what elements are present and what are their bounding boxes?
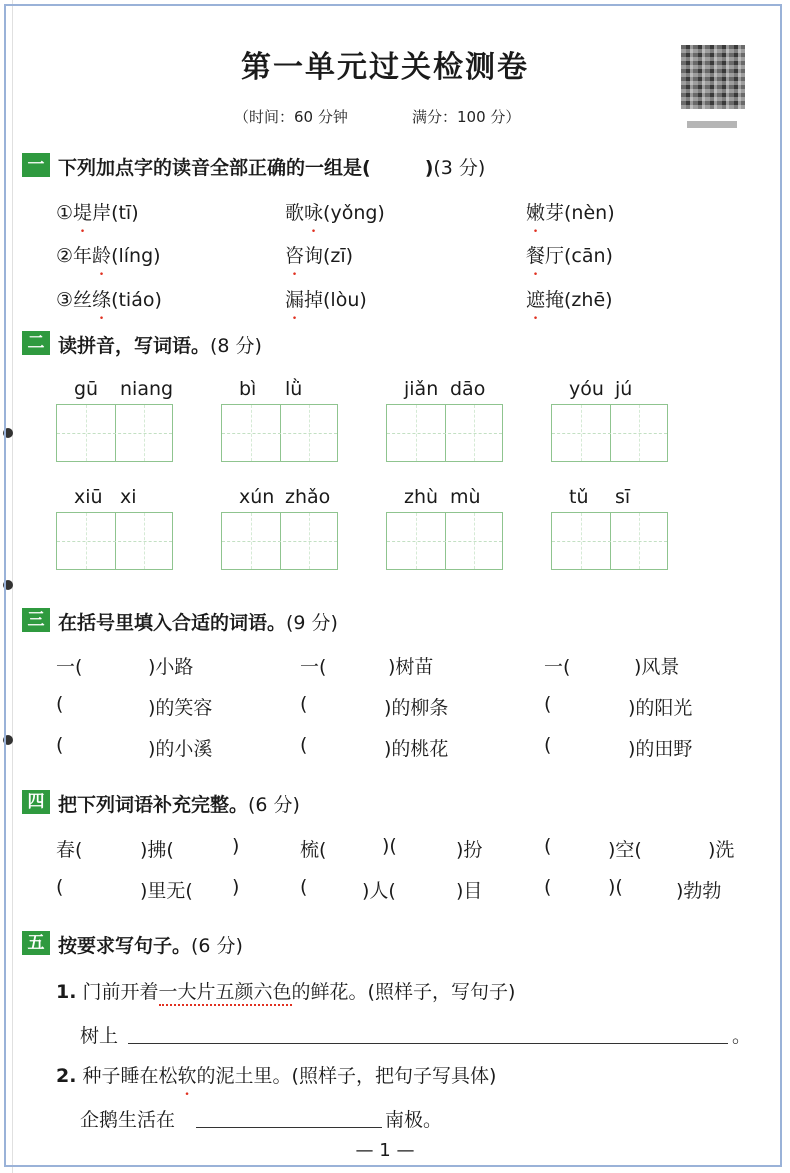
blank-close: )的田野 — [628, 738, 693, 760]
q5-item-2-answer-line[interactable] — [196, 1126, 382, 1128]
option-pinyin: (tiáo) — [111, 289, 162, 311]
option-item — [56, 241, 161, 268]
grid-guide — [387, 433, 502, 434]
blank-close: )的桃花 — [384, 738, 449, 760]
q5-item-1-text: 门前开着 — [82, 981, 159, 1003]
pinyin-syllable: xi — [120, 486, 137, 508]
option-pinyin: (yǒng) — [323, 202, 385, 224]
section-4-icon: 四 — [22, 790, 50, 814]
grid-guide — [222, 433, 337, 434]
section-3-icon: 三 — [22, 608, 50, 632]
grid-guide — [474, 405, 475, 461]
pinyin-syllable: zhù — [404, 486, 439, 508]
pinyin-syllable: yóu — [569, 378, 604, 400]
q5-item-2 — [56, 1061, 496, 1088]
fill-segment[interactable]: )洗 — [708, 839, 735, 861]
q5-item-2-answer-label: 企鹅生活在 — [80, 1109, 176, 1131]
option-dotted-char: 餐 — [526, 245, 546, 267]
blank-open[interactable]: 一( — [56, 656, 83, 678]
qr-code-icon[interactable] — [681, 45, 745, 109]
section-2-icon: 二 — [22, 331, 50, 355]
blank-open[interactable]: ( — [544, 693, 552, 715]
option-dotted-char: 咏 — [304, 202, 324, 224]
fill-segment[interactable]: ) — [232, 876, 240, 898]
option-dotted-char: 咨 — [285, 245, 305, 267]
option-item — [285, 285, 367, 312]
writing-grid[interactable] — [56, 512, 173, 570]
option-pinyin: (líng) — [111, 245, 161, 267]
section-5-icon: 五 — [22, 931, 50, 955]
fill-segment[interactable]: ( — [56, 876, 64, 898]
section-3-title — [58, 608, 338, 635]
section-4-question: 把下列词语补充完整。 — [58, 794, 249, 816]
option-text: 歌 — [285, 202, 305, 224]
blank-close: )小路 — [148, 656, 194, 678]
blank-close: )的小溪 — [148, 738, 213, 760]
section-4-title — [58, 790, 300, 817]
q5-item-1-number: 1. — [56, 981, 77, 1003]
fill-segment[interactable]: )扮 — [456, 839, 483, 861]
time-limit: （时间：60 分钟 — [234, 108, 348, 126]
writing-grid[interactable] — [221, 512, 338, 570]
writing-grid[interactable] — [56, 404, 173, 462]
pinyin-syllable: zhǎo — [285, 486, 331, 508]
q5-item-1 — [56, 977, 515, 1006]
option-item — [526, 285, 613, 312]
pinyin-syllable: mù — [450, 486, 481, 508]
section-2-score: (8 分) — [210, 335, 262, 357]
grid-guide — [86, 513, 87, 569]
option-item — [526, 241, 613, 268]
grid-guide — [144, 405, 145, 461]
blank-open[interactable]: 一( — [544, 656, 571, 678]
section-1-question: 下列加点字的读音全部正确的一组是( — [58, 157, 371, 179]
writing-grid[interactable] — [386, 512, 503, 570]
page-title: 第一单元过关检测卷 — [241, 50, 529, 85]
fill-segment[interactable]: 梳( — [300, 839, 327, 861]
grid-guide — [309, 513, 310, 569]
option-item — [285, 198, 385, 225]
option-pinyin: 岸(tī) — [92, 202, 139, 224]
pinyin-syllable: jú — [615, 378, 633, 400]
pinyin-syllable: xiū — [74, 486, 103, 508]
option-pinyin: 厅(cān) — [545, 245, 613, 267]
q5-item-1-marked: 一大片五颜六色 — [159, 977, 292, 1006]
full-score: 满分：100 分） — [412, 108, 521, 126]
option-dotted-char: 遮 — [526, 289, 546, 311]
option-pinyin: 芽(nèn) — [545, 202, 615, 224]
option-dotted-char: 绦 — [92, 289, 112, 311]
pinyin-syllable: gū — [74, 378, 99, 400]
pinyin-syllable: jiǎn — [404, 378, 439, 400]
option-dotted-char: 堤 — [73, 202, 93, 224]
grid-guide — [581, 513, 582, 569]
q5-item-2-text: 种子睡在松 — [82, 1065, 178, 1087]
option-dotted-char: 嫩 — [526, 202, 546, 224]
blank-open[interactable]: 一( — [300, 656, 327, 678]
fill-segment[interactable]: ( — [300, 876, 308, 898]
grid-guide — [639, 405, 640, 461]
grid-guide — [416, 513, 417, 569]
section-1-paren: ) — [424, 157, 434, 179]
q5-item-2-note: (照样子，把句子写具体) — [291, 1065, 497, 1087]
pinyin-syllable: niang — [120, 378, 174, 400]
fill-segment[interactable]: )目 — [456, 880, 483, 902]
grid-guide — [251, 513, 252, 569]
fill-segment[interactable]: ( — [544, 876, 552, 898]
page-number: — 1 — — [355, 1140, 415, 1161]
grid-guide — [144, 513, 145, 569]
fill-segment[interactable]: )里无( — [140, 880, 193, 902]
grid-guide — [552, 541, 667, 542]
pinyin-syllable: sī — [615, 486, 631, 508]
pinyin-syllable: lǜ — [285, 378, 303, 400]
q5-item-1-text-end: 的鲜花。 — [291, 981, 368, 1003]
option-text: ③丝 — [56, 289, 93, 311]
section-3-score: (9 分) — [286, 612, 338, 634]
pinyin-syllable: bì — [239, 378, 257, 400]
section-5-score: (6 分) — [191, 935, 243, 957]
grid-guide — [581, 405, 582, 461]
grid-guide — [416, 405, 417, 461]
grid-guide — [57, 541, 172, 542]
section-5-title — [58, 931, 243, 958]
fill-segment[interactable]: ) — [232, 835, 240, 857]
grid-guide — [86, 405, 87, 461]
pinyin-syllable: xún — [239, 486, 275, 508]
section-1-score: (3 分) — [433, 157, 486, 179]
writing-grid[interactable] — [221, 404, 338, 462]
pinyin-syllable: tǔ — [569, 486, 589, 508]
blank-close: )树苗 — [388, 656, 434, 678]
option-pinyin: 掩(zhē) — [545, 289, 613, 311]
blank-close: )的柳条 — [384, 697, 449, 719]
blank-close: )风景 — [634, 656, 680, 678]
section-1-title — [58, 153, 485, 180]
blank-open[interactable]: ( — [300, 734, 308, 756]
section-1-icon: 一 — [22, 153, 50, 177]
option-item — [56, 285, 162, 312]
blank-open[interactable]: ( — [56, 693, 64, 715]
q5-item-2-dotted-char: 软 — [177, 1065, 197, 1087]
option-item — [56, 198, 139, 225]
writing-grid[interactable] — [551, 512, 668, 570]
writing-grid[interactable] — [386, 404, 503, 462]
fill-segment[interactable]: )人( — [362, 880, 396, 902]
section-4-score: (6 分) — [248, 794, 300, 816]
fill-segment[interactable]: )勃勃 — [676, 880, 722, 902]
option-pinyin: 询(zī) — [304, 245, 354, 267]
blank-open[interactable]: ( — [300, 693, 308, 715]
q5-item-2-answer-end: 南极。 — [385, 1109, 443, 1131]
qr-caption — [687, 121, 737, 128]
fill-segment[interactable]: )拂( — [140, 839, 174, 861]
section-5-question: 按要求写句子。 — [58, 935, 192, 957]
blank-close: )的阳光 — [628, 697, 693, 719]
q5-item-1-answer-label: 树上 — [80, 1025, 119, 1047]
section-2-title — [58, 331, 262, 358]
section-2-question: 读拼音，写词语。 — [58, 335, 211, 357]
grid-guide — [309, 405, 310, 461]
grid-guide — [222, 541, 337, 542]
option-text: ②年 — [56, 245, 93, 267]
fill-segment[interactable]: ( — [544, 835, 552, 857]
option-item — [526, 198, 615, 225]
grid-guide — [639, 513, 640, 569]
option-text: ① — [56, 202, 74, 224]
blank-open[interactable]: ( — [544, 734, 552, 756]
writing-grid[interactable] — [551, 404, 668, 462]
fill-segment[interactable]: )( — [382, 835, 397, 857]
fill-segment[interactable]: 春( — [56, 839, 83, 861]
option-item — [285, 241, 353, 268]
section-3-question: 在括号里填入合适的词语。 — [58, 612, 287, 634]
q5-item-2-text-end: 的泥土里。 — [196, 1065, 292, 1087]
grid-guide — [552, 433, 667, 434]
grid-guide — [251, 405, 252, 461]
q5-item-1-note: (照样子，写句子) — [367, 981, 516, 1003]
blank-close: )的笑容 — [148, 697, 213, 719]
option-pinyin: 掉(lòu) — [304, 289, 367, 311]
q5-item-2-number: 2. — [56, 1065, 77, 1087]
pinyin-syllable: dāo — [450, 378, 486, 400]
q5-item-1-answer-end: 。 — [732, 1025, 752, 1047]
fill-segment[interactable]: )( — [608, 876, 623, 898]
grid-guide — [57, 433, 172, 434]
option-dotted-char: 龄 — [92, 245, 112, 267]
option-dotted-char: 漏 — [285, 289, 305, 311]
fill-segment[interactable]: )空( — [608, 839, 642, 861]
q5-item-1-answer-line[interactable] — [128, 1042, 728, 1044]
grid-guide — [474, 513, 475, 569]
grid-guide — [387, 541, 502, 542]
blank-open[interactable]: ( — [56, 734, 64, 756]
